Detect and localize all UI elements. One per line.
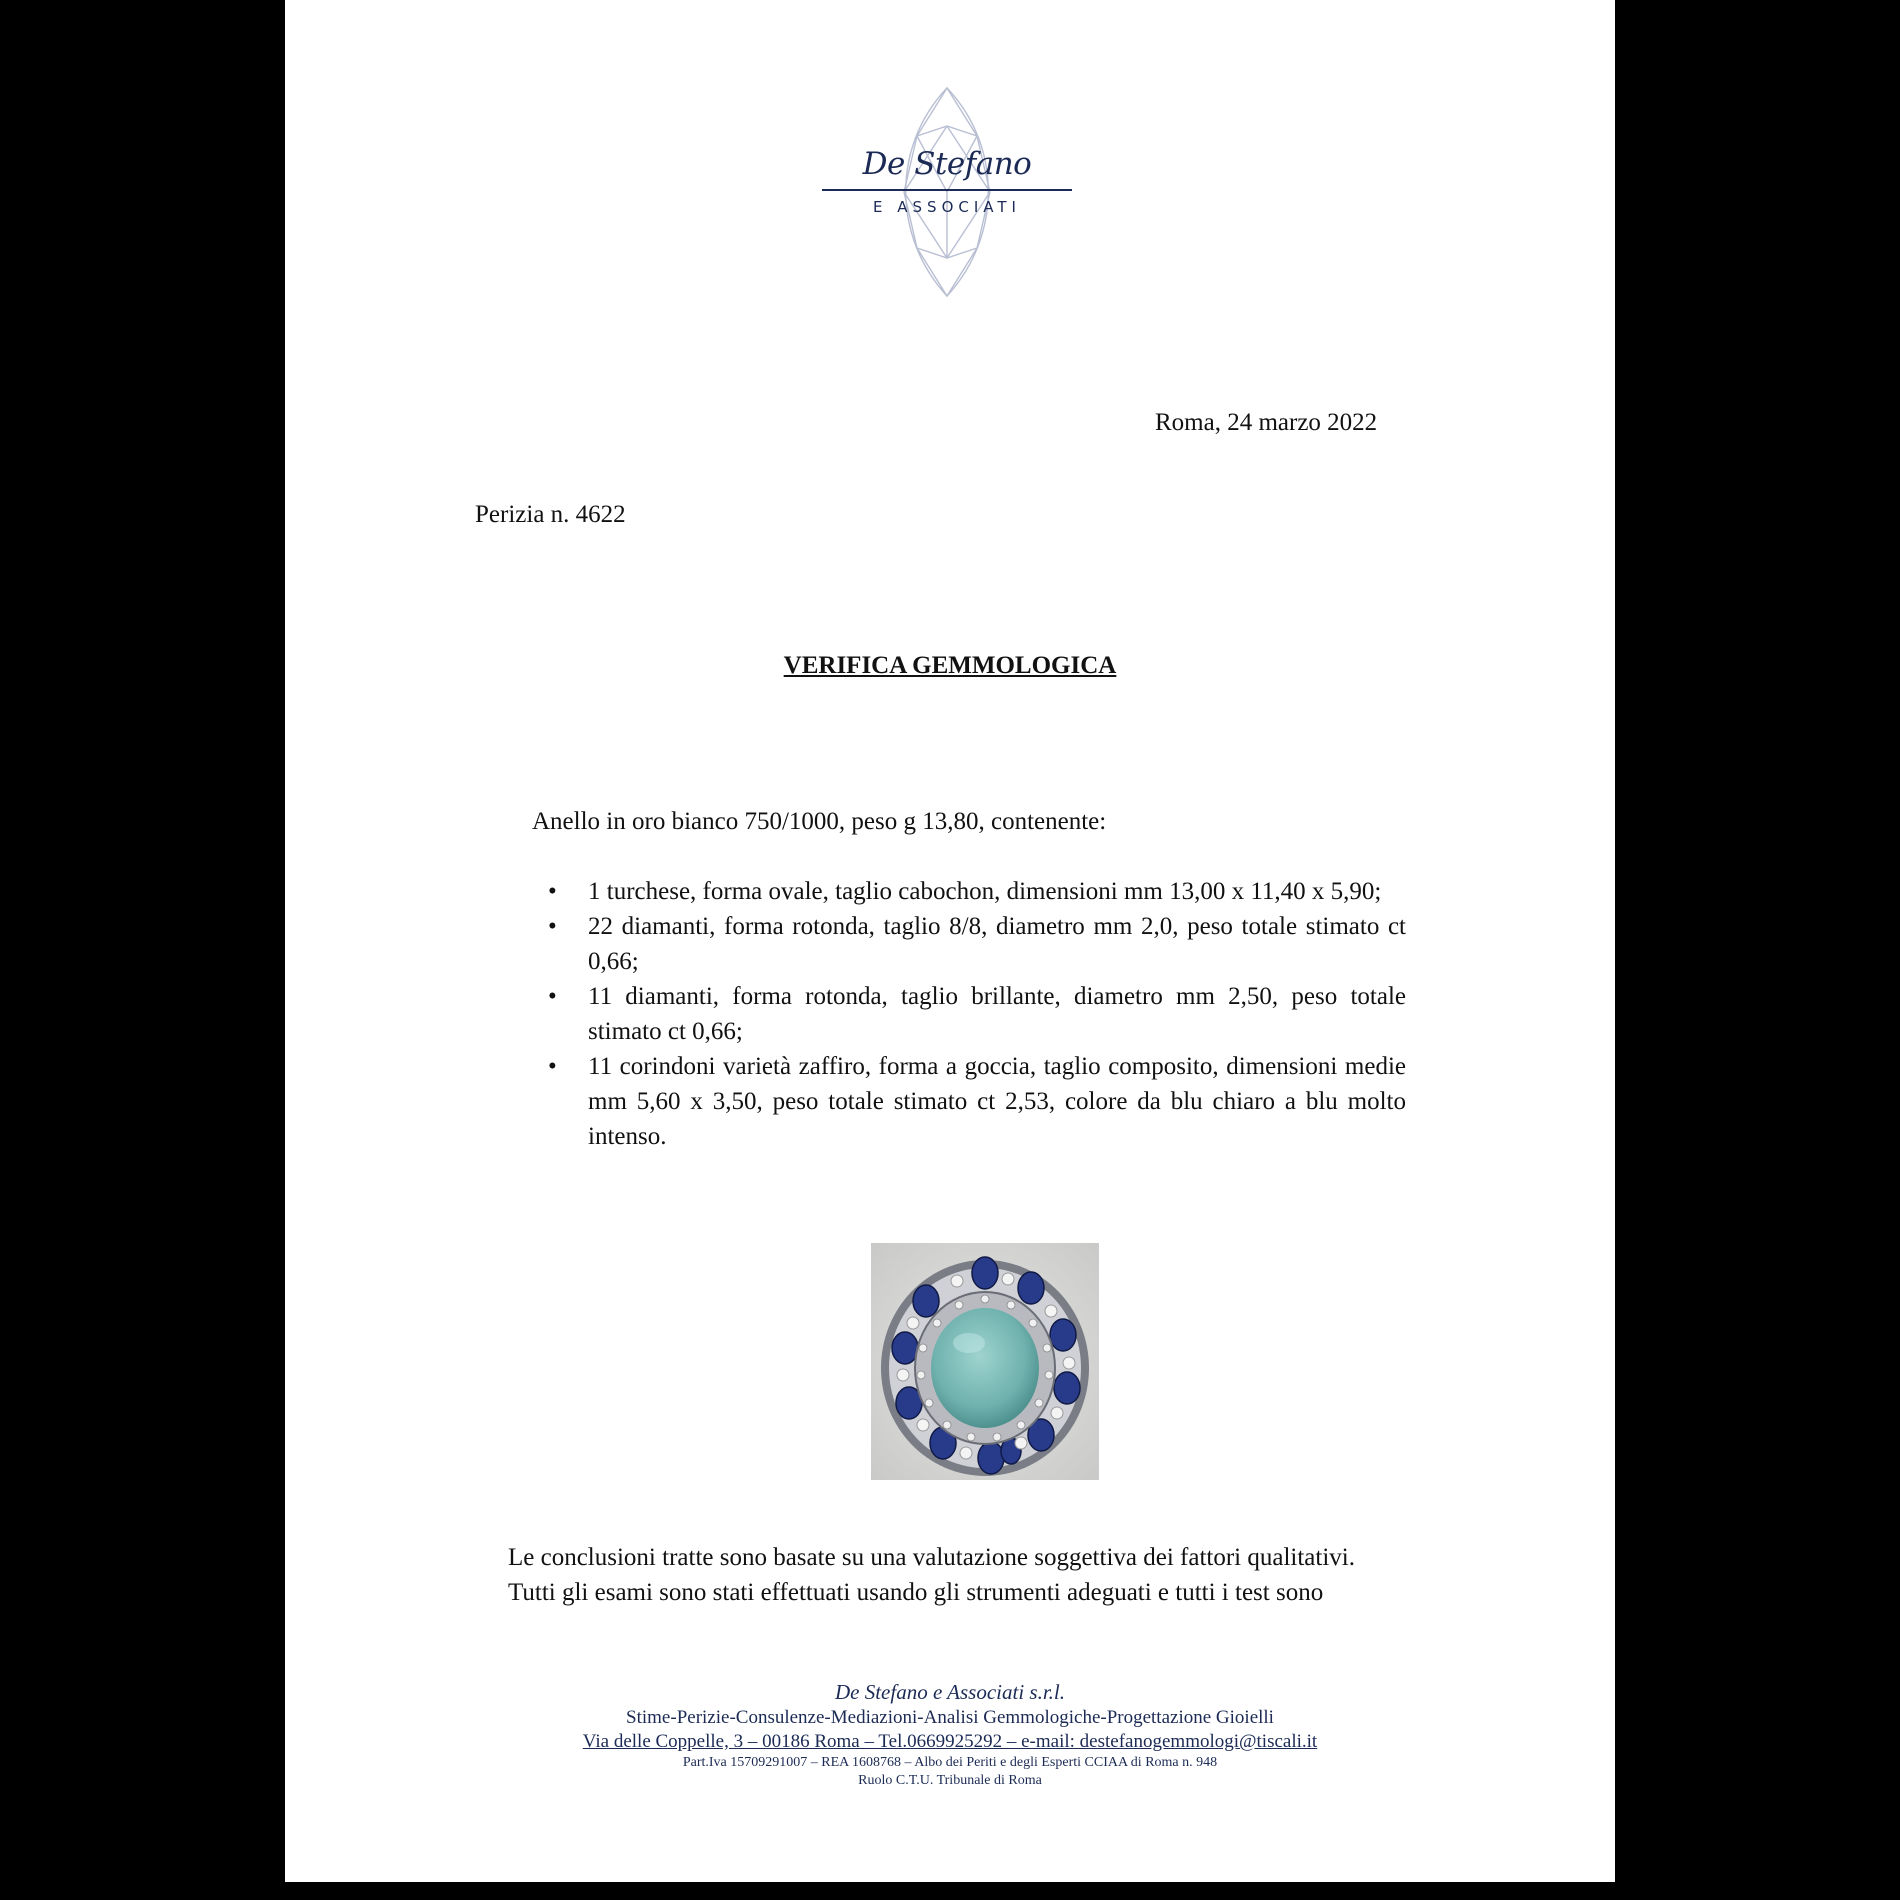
gem-list <box>548 874 1406 1154</box>
footer-services: Stime-Perizie-Consulenze-Mediazioni-Analisi Gemmologiche-Progettazione Gioielli <box>626 1707 1274 1728</box>
bullet-icon: • <box>548 913 557 940</box>
logo-company-name: De Stefano <box>862 146 1032 182</box>
conclusion-paragraph: Le conclusioni tratte sono basate su una valutazione soggettiva dei fattori qualitativi. <box>508 1544 1355 1571</box>
list-item <box>548 874 1406 909</box>
list-item <box>548 909 1406 979</box>
ring-description: Anello in oro bianco 750/1000, peso g 13,80, contenente: <box>532 808 1107 835</box>
bullet-icon: • <box>548 1053 557 1080</box>
letterhead-footer <box>0 1678 1900 1790</box>
list-item <box>548 1049 1406 1154</box>
perizia-number: Perizia n. 4622 <box>475 501 626 528</box>
footer-court-register: Ruolo C.T.U. Tribunale di Roma <box>858 1773 1042 1788</box>
bullet-icon: • <box>548 983 557 1010</box>
logo-divider <box>822 189 1072 191</box>
list-item-text: 1 turchese, forma ovale, taglio cabochon, dimensioni mm 13,00 x 11,40 x 5,90; <box>588 878 1382 905</box>
list-item-text: 11 diamanti, forma rotonda, taglio brillante, diametro mm 2,50, peso totale stimato ct 0,66; <box>588 983 1406 1045</box>
list-item-text: 22 diamanti, forma rotonda, taglio 8/8, diametro mm 2,0, peso totale stimato ct 0,66; <box>588 913 1406 975</box>
bullet-icon: • <box>548 878 557 905</box>
document-date: Roma, 24 marzo 2022 <box>1155 409 1378 436</box>
list-item <box>548 979 1406 1049</box>
footer-company-name: De Stefano e Associati s.r.l. <box>834 1680 1065 1704</box>
marquise-diamond-icon <box>822 86 1072 298</box>
logo-company-subtitle: E ASSOCIATI <box>873 198 1021 216</box>
footer-registration: Part.Iva 15709291007 – REA 1608768 – Albo dei Periti e degli Esperti CCIAA di Roma n. 948 <box>682 1755 1218 1770</box>
conclusion-paragraph: Tutti gli esami sono stati effettuati usando gli strumenti adeguati e tutti i test sono <box>508 1579 1324 1606</box>
ring-photo <box>871 1243 1099 1480</box>
conclusions <box>488 1540 1406 1610</box>
footer-contact: Via delle Coppelle, 3 – 00186 Roma – Tel.0669925292 – e-mail: destefanogemmologi@tiscali.it <box>582 1731 1318 1752</box>
document-heading: VERIFICA GEMMOLOGICA <box>783 652 1117 679</box>
list-item-text: 11 corindoni varietà zaffiro, forma a goccia, taglio composito, dimensioni medie mm 5,60 x 3,50, peso totale stimato ct 2,53, colore da blu chiaro a blu molto intenso. <box>588 1053 1406 1150</box>
company-logo <box>822 86 1072 298</box>
